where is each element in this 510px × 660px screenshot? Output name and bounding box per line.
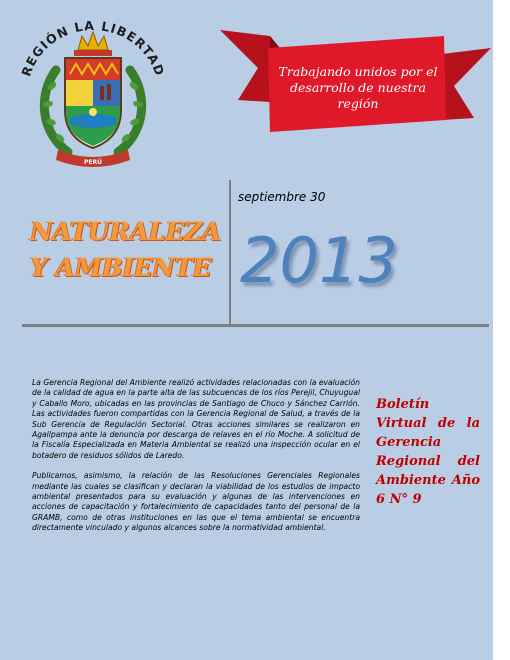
- vertical-divider: [229, 180, 231, 326]
- motto-banner: [218, 28, 493, 132]
- body-paragraph-2: Publicamos, asimismo, la relación de las Resoluciones Gerenciales Regionales mediante las cuales se clasifican y declaran la viabilidad de los estudios de impacto ambiental presentados para su evaluación y algunas de las intervenciones en acciones de capacitación y fortalecimiento de capacidades tanto del personal de la GRAMB, como de otras instituciones en las que el tema ambiental se encuentra directamente vinculado y algunos alcances sobre la normatividad ambiental.: [32, 471, 360, 533]
- title-line-2: Y AMBIENTE: [30, 253, 212, 282]
- banner-motto-text: Trabajando unidos por el desarrollo de nuestra región: [278, 64, 438, 111]
- issue-year: 2013: [240, 224, 398, 297]
- bulletin-info-sidebox: Boletín Virtual de la Gerencia Regional del Ambiente Año 6 N° 9: [376, 397, 480, 507]
- bulletin-title: [30, 214, 221, 286]
- logo-arc-text: REGIÓN LA LIBERTAD: [18, 17, 168, 79]
- horizontal-divider: [22, 324, 489, 327]
- issue-date: septiembre 30: [238, 190, 326, 204]
- coat-of-arms-logo: [18, 14, 168, 174]
- logo-base-text: PERÚ: [84, 159, 102, 166]
- title-line-1: NATURALEZA: [30, 217, 221, 246]
- article-body: [32, 378, 360, 544]
- body-paragraph-1: La Gerencia Regional del Ambiente realizó actividades relacionadas con la evaluación de la calidad de agua en la parte alta de las subcuencas de los ríos Perejil, Chuyugual y Caballo Moro, ubicadas en las provincias de Santiago de Chuco y Sánchez Carrión. Las actividades fueron compartidas con la Gerencia Regional de Salud, a través de la Sub Gerencia de Regulación Sectorial. Otras acciones similares se realizaron en Agallpampa ante la denuncia por descarga de relaves en el río Moche. A solicitud de la Fiscalía Especializada en Materia Ambiental se realizó una inspección ocular en el botadero de residuos sólidos de Laredo.: [32, 378, 360, 460]
- coat-of-arms-graphic: [18, 14, 168, 174]
